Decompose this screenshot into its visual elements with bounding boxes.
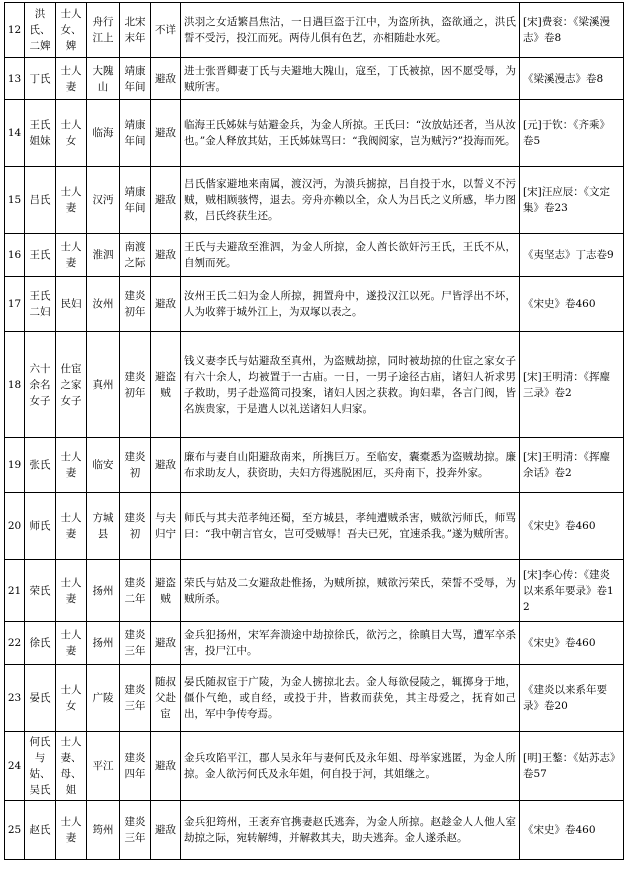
place-cell: 淮泗 (87, 234, 120, 277)
place-cell: 汝州 (87, 277, 120, 332)
time-period-cell: 建炎初年 (120, 277, 151, 332)
table-row (5, 277, 624, 332)
time-period-cell: 靖康年间 (120, 100, 151, 167)
table-row (5, 234, 624, 277)
row-number-cell: 20 (5, 493, 25, 560)
reason-cell: 不详 (151, 3, 181, 58)
row-number-cell: 18 (5, 332, 25, 438)
row-number-cell: 19 (5, 438, 25, 493)
place-cell: 临安 (87, 438, 120, 493)
source-cell: 《建炎以来系年要录》卷20 (520, 665, 624, 732)
reason-cell: 避敌 (151, 732, 181, 801)
identity-cell: 士人妻 (56, 622, 87, 665)
event-description-cell: 荣氏与姑及二女避敌赴惟扬，为贼所掠，贼欲污荣氏，荣誓不受辱，为贼所杀。 (181, 560, 520, 622)
event-description-cell: 师氏与其夫范孝纯还蜀，至方城县，孝纯遭贼杀害，贼欲污师氏，师骂曰：“我中朝言官女，岂可受贼辱！吾夫已死，宜速杀我。”遂为贼所害。 (181, 493, 520, 560)
reason-cell: 避敌 (151, 100, 181, 167)
table-row (5, 100, 624, 167)
event-description-cell: 金兵犯筠州，王袤弃官携妻赵氏逃奔，为金人所掠。赵趁金人人他人室劫掠之际，宛转解缚，并解救其夫，助夫逃奔。金人遂杀赵。 (181, 801, 520, 860)
person-name-cell: 洪氏、二婢 (25, 3, 56, 58)
reason-cell: 避敌 (151, 58, 181, 100)
reason-cell: 避敌 (151, 801, 181, 860)
source-cell: 《梁溪漫志》卷8 (520, 58, 624, 100)
source-cell: 《宋史》卷460 (520, 493, 624, 560)
person-name-cell: 师氏 (25, 493, 56, 560)
reason-cell: 避盗贼 (151, 332, 181, 438)
table-row (5, 438, 624, 493)
event-description-cell: 王氏与夫避敌至淮泗，为金人所掠，金人酋长欲奸污王氏，王氏不从，自刎而死。 (181, 234, 520, 277)
person-name-cell: 徐氏 (25, 622, 56, 665)
row-number-cell: 23 (5, 665, 25, 732)
time-period-cell: 建炎初年 (120, 332, 151, 438)
event-description-cell: 进士张晋卿妻丁氏与夫避地大隗山，寇至，丁氏被掠，因不愿受辱，为贼所害。 (181, 58, 520, 100)
row-number-cell: 24 (5, 732, 25, 801)
source-cell: 《宋史》卷460 (520, 801, 624, 860)
place-cell: 汉沔 (87, 167, 120, 234)
event-description-cell: 临海王氏姊妹与姑避金兵，为金人所掠。王氏曰：“汝放姑还者，当从汝也。”金人释放其姑，王氏姊妹骂曰：“我阀阅家，岂为贼污?”投海而死。 (181, 100, 520, 167)
event-description-cell: 洪羽之女适繁昌焦沽，一日遇巨盗于江中，为盗所执，盗欲通之，洪氏誓不受污，投江而死。两侍儿俱有色艺，亦相随赴水死。 (181, 3, 520, 58)
source-cell: [宋]费衮：《梁溪漫志》卷8 (520, 3, 624, 58)
identity-cell: 士人妻 (56, 560, 87, 622)
table-row (5, 732, 624, 801)
person-name-cell: 赵氏 (25, 801, 56, 860)
event-description-cell: 晏氏随叔宦于广陵，为金人掳掠北去。金人每欲侵陵之，辄掷身于地，僵仆气绝，或自经，或投于井，皆救而获免，其主母爱之，抚育如己出，军中争传夸焉。 (181, 665, 520, 732)
table-row (5, 622, 624, 665)
source-cell: 《宋史》卷460 (520, 277, 624, 332)
reason-cell: 随叔父赴宦 (151, 665, 181, 732)
time-period-cell: 建炎三年 (120, 622, 151, 665)
time-period-cell: 建炎初 (120, 493, 151, 560)
time-period-cell: 建炎三年 (120, 665, 151, 732)
reason-cell: 避敌 (151, 234, 181, 277)
place-cell: 舟行江上 (87, 3, 120, 58)
person-name-cell: 王氏 (25, 234, 56, 277)
identity-cell: 士人女 (56, 665, 87, 732)
time-period-cell: 建炎四年 (120, 732, 151, 801)
table-row (5, 665, 624, 732)
person-name-cell: 丁氏 (25, 58, 56, 100)
time-period-cell: 北宋末年 (120, 3, 151, 58)
source-cell: [宋]王明清：《挥麈余话》卷2 (520, 438, 624, 493)
identity-cell: 士人妻 (56, 801, 87, 860)
place-cell: 广陵 (87, 665, 120, 732)
reason-cell: 避敌 (151, 622, 181, 665)
records-table-body (5, 3, 624, 860)
row-number-cell: 17 (5, 277, 25, 332)
place-cell: 平江 (87, 732, 120, 801)
source-cell: [明]王鏊：《姑苏志》卷57 (520, 732, 624, 801)
row-number-cell: 14 (5, 100, 25, 167)
table-row (5, 332, 624, 438)
identity-cell: 士人妻 (56, 234, 87, 277)
person-name-cell: 王氏二妇 (25, 277, 56, 332)
place-cell: 临海 (87, 100, 120, 167)
place-cell: 筠州 (87, 801, 120, 860)
identity-cell: 士人妻 (56, 438, 87, 493)
identity-cell: 士人女 (56, 100, 87, 167)
event-description-cell: 吕氏偕家避地来南属，渡汉沔，为溃兵掳掠，吕自投于水，以誓义不污贼，贼相顾骇愕，退去。旁舟亦赖以全，众人为吕氏之义所感，毕力图救，吕氏终获生还。 (181, 167, 520, 234)
time-period-cell: 建炎三年 (120, 801, 151, 860)
person-name-cell: 吕氏 (25, 167, 56, 234)
time-period-cell: 靖康年间 (120, 167, 151, 234)
table-row (5, 560, 624, 622)
time-period-cell: 建炎初 (120, 438, 151, 493)
identity-cell: 士人妻 (56, 167, 87, 234)
row-number-cell: 22 (5, 622, 25, 665)
event-description-cell: 金兵攻陷平江，郡人吴永年与妻何氏及永年姐、母举家逃匿，为金人所掠。金人欲污何氏及永年姐，何自投于河，其姐继之。 (181, 732, 520, 801)
person-name-cell: 张氏 (25, 438, 56, 493)
identity-cell: 士人妻 (56, 493, 87, 560)
person-name-cell: 王氏姐妹 (25, 100, 56, 167)
person-name-cell: 六十余名女子 (25, 332, 56, 438)
time-period-cell: 南渡之际 (120, 234, 151, 277)
source-cell: 《宋史》卷460 (520, 622, 624, 665)
records-table (4, 2, 624, 860)
place-cell: 扬州 (87, 622, 120, 665)
reason-cell: 避盗贼 (151, 560, 181, 622)
table-row (5, 167, 624, 234)
row-number-cell: 16 (5, 234, 25, 277)
identity-cell: 士人女、婢 (56, 3, 87, 58)
reason-cell: 与夫归宁 (151, 493, 181, 560)
place-cell: 大隗山 (87, 58, 120, 100)
source-cell: 《夷坚志》丁志卷9 (520, 234, 624, 277)
identity-cell: 士人妻、母、姐 (56, 732, 87, 801)
table-row (5, 801, 624, 860)
source-cell: [元]于钦：《齐乘》卷5 (520, 100, 624, 167)
row-number-cell: 25 (5, 801, 25, 860)
row-number-cell: 15 (5, 167, 25, 234)
place-cell: 真州 (87, 332, 120, 438)
place-cell: 扬州 (87, 560, 120, 622)
time-period-cell: 建炎二年 (120, 560, 151, 622)
table-row (5, 3, 624, 58)
identity-cell: 士人妻 (56, 58, 87, 100)
event-description-cell: 汝州王氏二妇为金人所掠，拥置舟中，遂投汉江以死。尸皆浮出不坏，人为收葬于城外江上，为双塚以表之。 (181, 277, 520, 332)
identity-cell: 仕宦之家女子 (56, 332, 87, 438)
reason-cell: 避敌 (151, 277, 181, 332)
person-name-cell: 荣氏 (25, 560, 56, 622)
event-description-cell: 钱义妻李氏与姑避敌至真州，为盗贼劫掠，同时被劫掠的仕宦之家女子有六十余人，均被置于一古庙。一日，一男子途径古庙，诸妇人祈求男子救助，男子赴巡简司投案，诸妇人因之获救。询妇辈，各言门阀，皆名族贵家，于是遣人以礼送诸妇人归家。 (181, 332, 520, 438)
source-cell: [宋]李心传：《建炎以来系年要录》卷12 (520, 560, 624, 622)
row-number-cell: 21 (5, 560, 25, 622)
reason-cell: 避敌 (151, 438, 181, 493)
row-number-cell: 12 (5, 3, 25, 58)
person-name-cell: 晏氏 (25, 665, 56, 732)
table-row (5, 58, 624, 100)
reason-cell: 避敌 (151, 167, 181, 234)
source-cell: [宋]王明清：《挥麈三录》卷2 (520, 332, 624, 438)
source-cell: [宋]汪应辰：《文定集》卷23 (520, 167, 624, 234)
table-row (5, 493, 624, 560)
event-description-cell: 金兵犯扬州，宋军奔溃途中劫掠徐氏，欲污之，徐瞋目大骂，遭军卒杀害，投尸江中。 (181, 622, 520, 665)
event-description-cell: 廉布与妻自山阳避敌南来，所携巨万。至临安，囊橐悉为盗贼劫掠。廉布求助友人，获资助，夫妇方得逃脱困厄，买舟南下，投奔外家。 (181, 438, 520, 493)
person-name-cell: 何氏与姑、吴氏 (25, 732, 56, 801)
row-number-cell: 13 (5, 58, 25, 100)
time-period-cell: 靖康年间 (120, 58, 151, 100)
identity-cell: 民妇 (56, 277, 87, 332)
place-cell: 方城县 (87, 493, 120, 560)
